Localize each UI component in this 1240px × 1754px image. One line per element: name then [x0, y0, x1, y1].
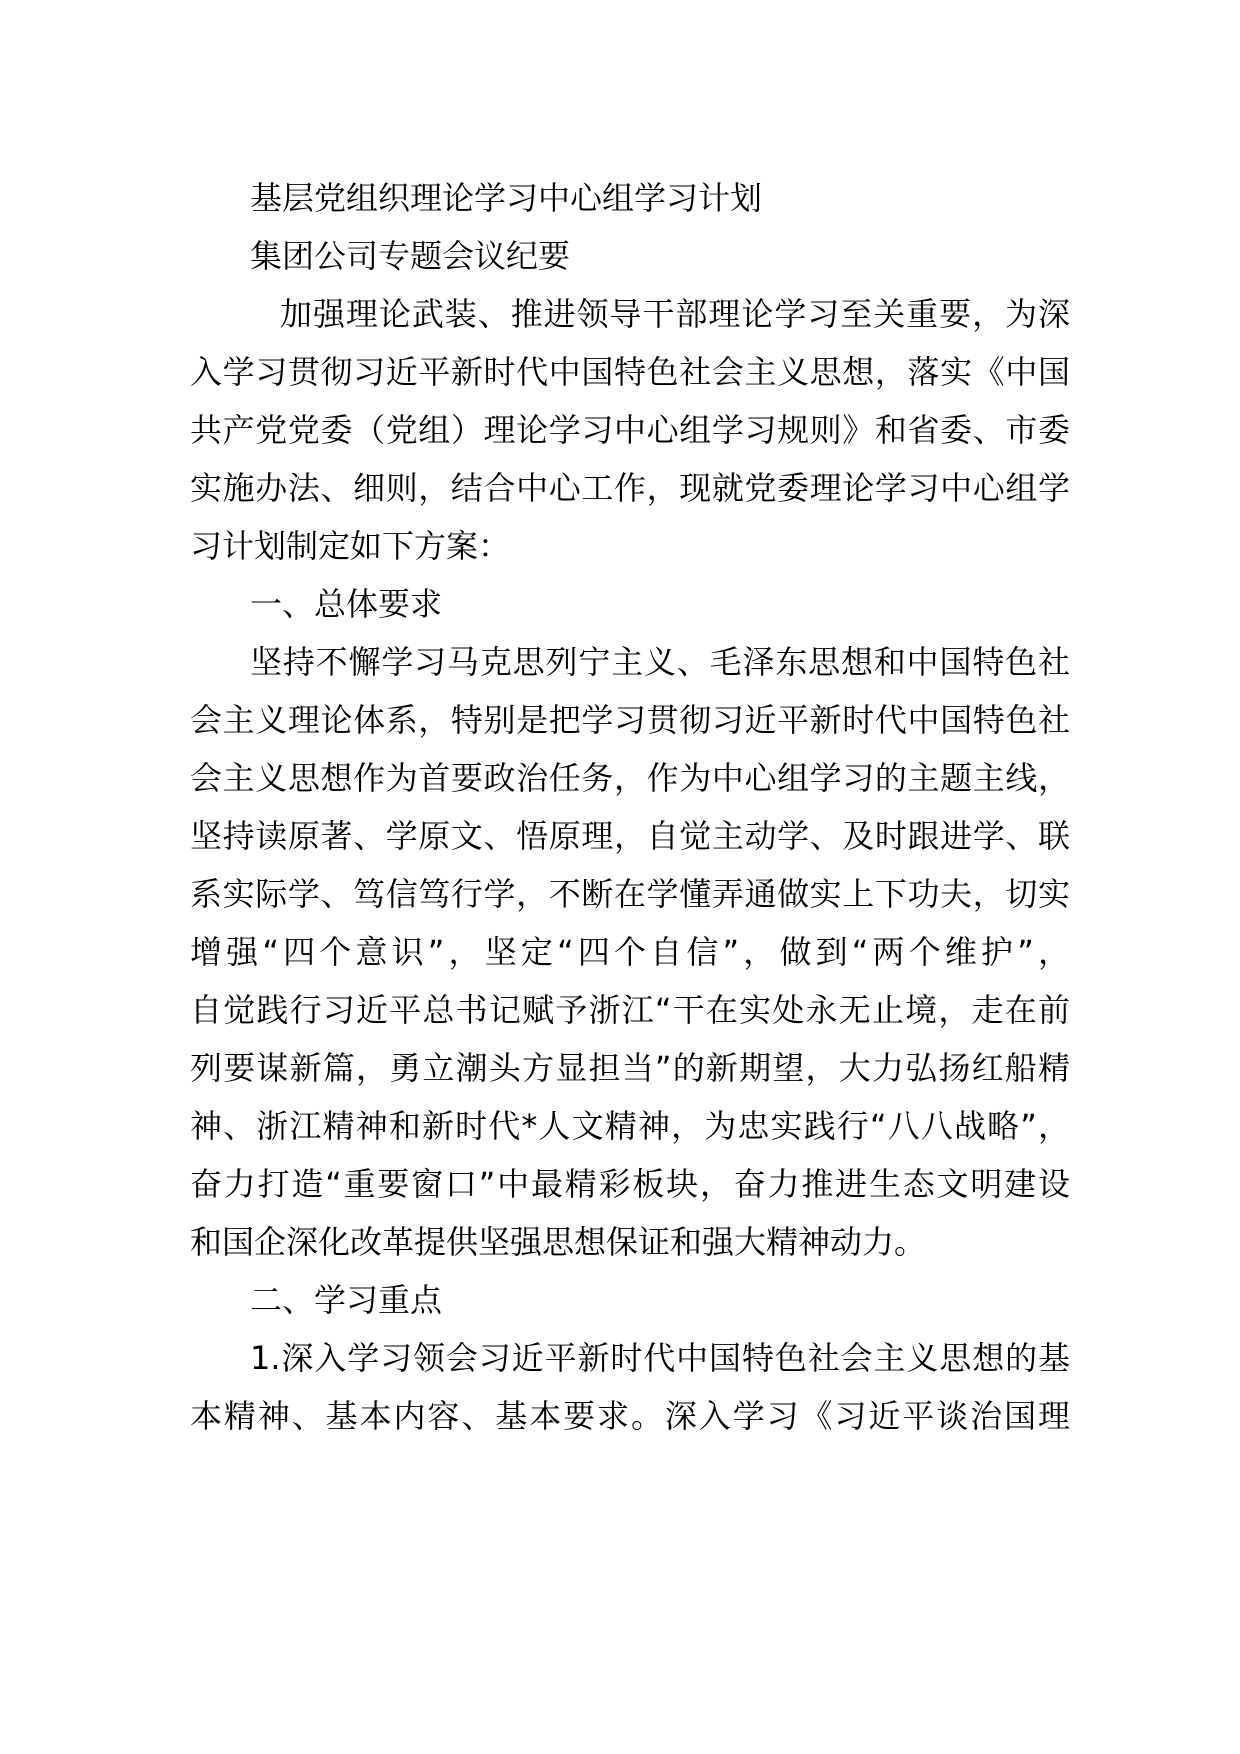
- section1-line: 和国企深化改革提供坚强思想保证和强大精神动力。: [190, 1223, 927, 1261]
- section2-line: 1.深入学习领会习近平新时代中国特色社会主义思想的基: [250, 1339, 1070, 1377]
- section1-line: 自觉践行习近平总书记赋予浙江“干在实处永无止境，走在前: [190, 991, 1070, 1029]
- document-subtitle: 集团公司专题会议纪要: [250, 237, 571, 275]
- section1-line: 系实际学、笃信笃行学，不断在学懂弄通做实上下功夫，切实: [190, 875, 1070, 913]
- intro-line: 习计划制定如下方案：: [190, 527, 511, 565]
- section1-line: 坚持不懈学习马克思列宁主义、毛泽东思想和中国特色社: [250, 643, 1070, 681]
- section1-line: 会主义思想作为首要政治任务，作为中心组学习的主题主线，: [190, 759, 1070, 797]
- section1-line: 神、浙江精神和新时代*人文精神，为忠实践行“八八战略”，: [190, 1107, 1070, 1145]
- section1-line: 列要谋新篇，勇立潮头方显担当”的新期望，大力弘扬红船精: [190, 1049, 1070, 1087]
- intro-line: 共产党党委（党组）理论学习中心组学习规则》和省委、市委: [190, 411, 1070, 449]
- intro-line: 加强理论武装、推进领导干部理论学习至关重要，为深: [280, 295, 1070, 333]
- section1-line: 坚持读原著、学原文、悟原理，自觉主动学、及时跟进学、联: [190, 817, 1070, 855]
- document-title: 基层党组织理论学习中心组学习计划: [250, 179, 763, 217]
- intro-line: 实施办法、细则，结合中心工作，现就党委理论学习中心组学: [190, 469, 1070, 507]
- section1-line: 增强“四个意识”，坚定“四个自信”，做到“两个维护”，: [190, 933, 1070, 971]
- intro-line: 入学习贯彻习近平新时代中国特色社会主义思想，落实《中国: [190, 353, 1070, 391]
- section2-line: 本精神、基本内容、基本要求。深入学习《习近平谈治国理: [190, 1397, 1070, 1435]
- section1-line: 奋力打造“重要窗口”中最精彩板块，奋力推进生态文明建设: [190, 1165, 1070, 1203]
- section1-line: 会主义理论体系，特别是把学习贯彻习近平新时代中国特色社: [190, 701, 1070, 739]
- section-heading-1: 一、总体要求: [250, 585, 443, 623]
- section-heading-2: 二、学习重点: [250, 1281, 443, 1319]
